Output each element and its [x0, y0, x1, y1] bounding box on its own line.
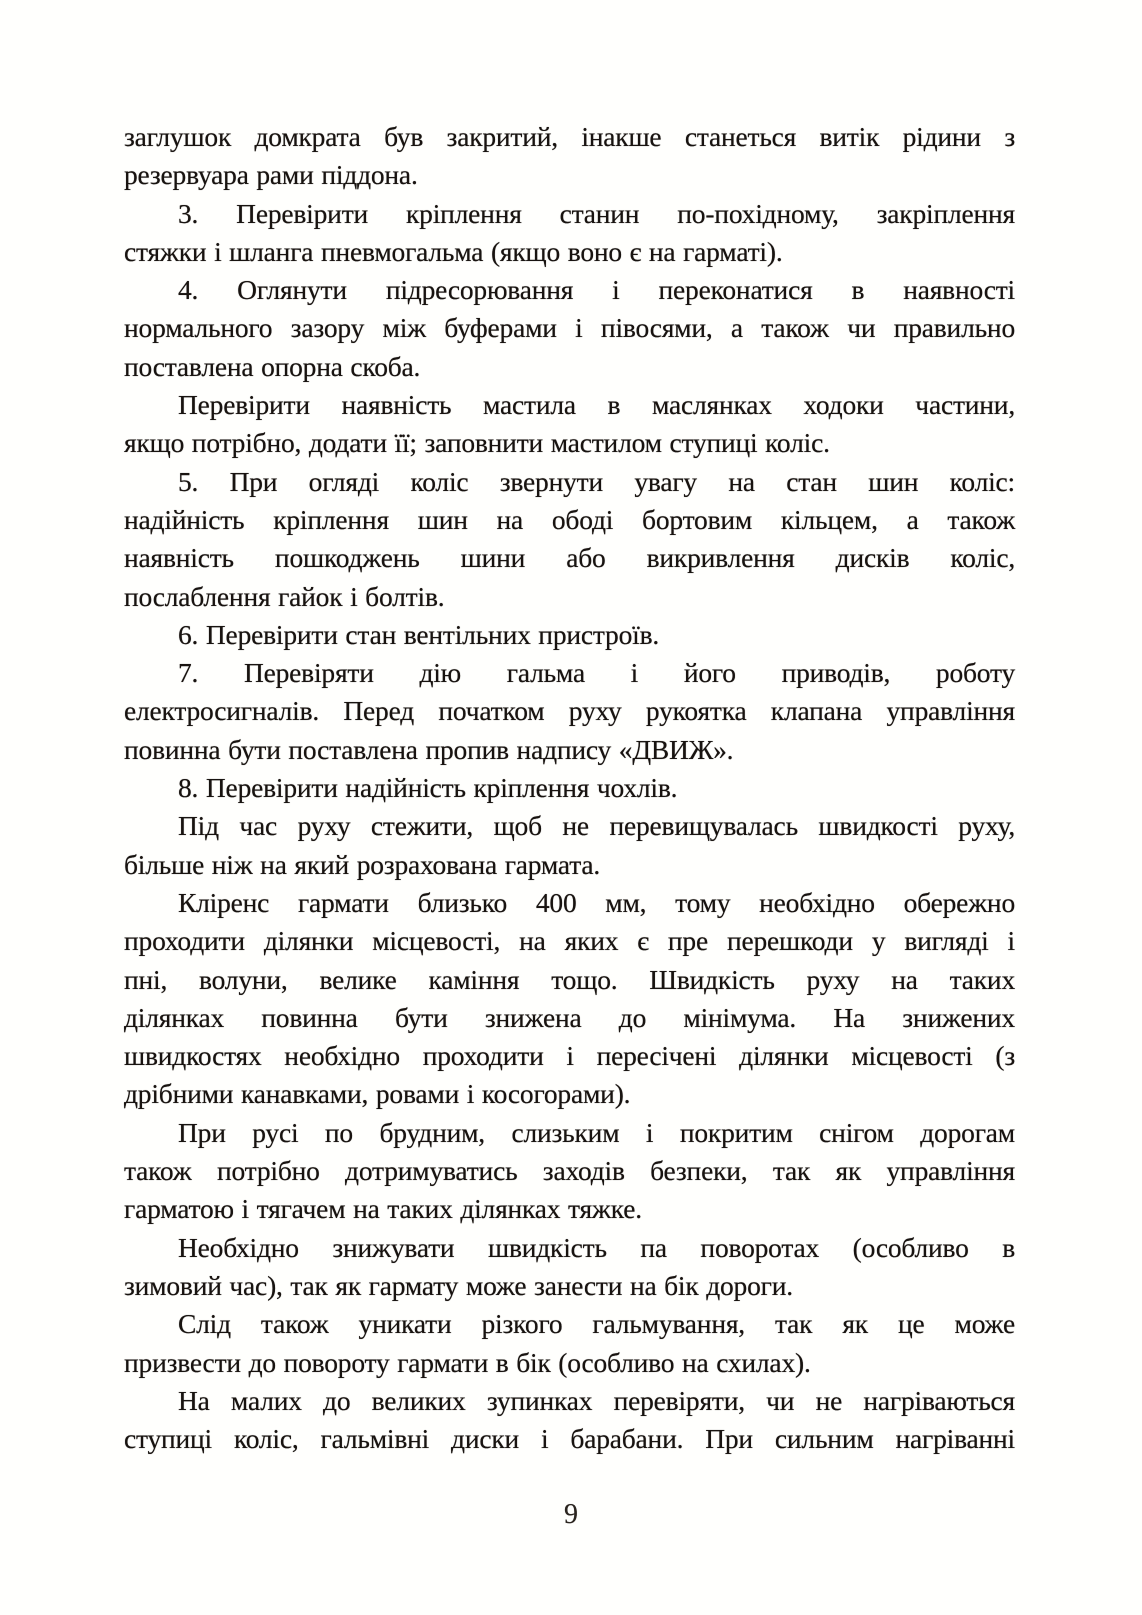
page-number: 9 — [564, 1499, 578, 1530]
text-line: швидкостях необхідно проходити і пересічені ділянки місцевості (з — [124, 1040, 1015, 1072]
text-line: наявність пошкоджень шини або викривлення дисків коліс, — [124, 542, 1015, 574]
text-line: поставлена опорна скоба. — [124, 350, 421, 382]
text-line: 5. При огляді коліс звернути увагу на стан шин коліс: — [178, 465, 1015, 497]
text-line: електросигналів. Перед початком руху рукоятка клапана управління — [124, 695, 1015, 727]
text-line: 4. Оглянути підресорювання і переконатися в наявності — [178, 274, 1015, 306]
text-line: нормального зазору між буферами і півосями, а також чи правильно — [124, 312, 1015, 344]
text-line: На малих до великих зупинках перевіряти, чи не нагріваються — [178, 1384, 1015, 1416]
text-line: послаблення гайок і болтів. — [124, 580, 445, 612]
text-line: Кліренс гармати близько 400 мм, тому необхідно обережно — [178, 886, 1015, 918]
text-line: 7. Перевіряти дію гальма і його приводів, роботу — [178, 657, 1015, 689]
text-line: резервуара рами піддона. — [124, 159, 418, 191]
text-line: гарматою і тягачем на таких ділянках тяжке. — [124, 1193, 642, 1225]
text-line: заглушок домкрата був закритий, інакше станеться витік рідини з — [124, 121, 1015, 152]
text-line: надійність кріплення шин на ободі бортовим кільцем, а також — [124, 503, 1015, 535]
text-line: 3. Перевірити кріплення станин по-похідному, закріплення — [178, 197, 1015, 229]
text-line: повинна бути поставлена пропив надпису «ДВИЖ». — [124, 733, 734, 765]
text-line: ступиці коліс, гальмівні диски і барабани. При сильним нагріванні — [124, 1423, 1015, 1455]
text-line: призвести до повороту гармати в бік (особливо на схилах). — [124, 1346, 811, 1378]
text-line: більше ніж на який розрахована гармата. — [124, 848, 601, 880]
text-line: стяжки і шланга пневмогальма (якщо воно є на гарматі). — [124, 235, 783, 267]
text-line: ділянках повинна бути знижена до мінімума. На знижених — [124, 1001, 1015, 1033]
text-line: Під час руху стежити, щоб не перевищувалась швидкості руху, — [178, 810, 1015, 842]
text-line: 6. Перевірити стан вентільних пристроїв. — [178, 618, 660, 650]
text-line: дрібними канавками, ровами і косогорами). — [124, 1078, 631, 1110]
text-line: зимовий час), так як гармату може занести на бік дороги. — [124, 1269, 793, 1301]
text-line: також потрібно дотримуватись заходів безпеки, так як управління — [124, 1155, 1015, 1187]
text-line: 8. Перевірити надійність кріплення чохлів. — [178, 772, 678, 804]
text-line: проходити ділянки місцевості, на яких є пре перешкоди у вигляді і — [124, 925, 1015, 957]
text-line: При русі по брудним, слизьким і покритим снігом дорогам — [178, 1116, 1015, 1148]
text-line: Слід також уникати різкого гальмування, так як це може — [178, 1308, 1015, 1340]
text-block — [124, 118, 1015, 1458]
text-line: Перевірити наявність мастила в маслянках ходоки частини, — [178, 389, 1015, 421]
text-line: якщо потрібно, додати її; заповнити мастилом ступиці коліс. — [124, 427, 830, 459]
text-line: Необхідно знижувати швидкість па поворотах (особливо в — [178, 1231, 1015, 1263]
text-line: пні, волуни, велике каміння тощо. Швидкість руху на таких — [124, 963, 1015, 995]
